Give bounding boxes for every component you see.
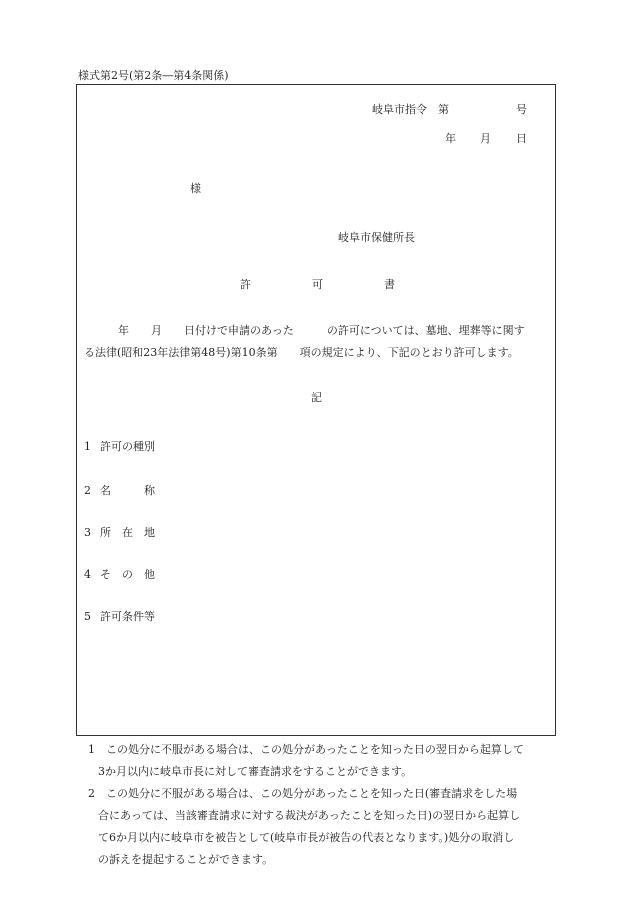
notes: [84, 739, 554, 871]
permit-body: [84, 320, 552, 364]
number-suffix: 号: [516, 103, 527, 116]
date-year: 年: [445, 132, 456, 145]
item-4: [84, 566, 155, 582]
note-line: 合にあっては、当該審査請求に対する裁決があったことを知った日)の翌日から起算し: [98, 809, 521, 822]
date-month: 月: [480, 132, 491, 145]
item-number: 3: [84, 526, 91, 539]
item-1: [84, 438, 155, 454]
note-line: て6か月以内に岐阜市を被告として(岐阜市長が被告の代表となります。)処分の取消し: [98, 831, 515, 844]
note-line: 1 この処分に不服がある場合は、この処分があったことを知った日の翌日から起算して: [88, 743, 524, 756]
issuer: 岐阜市保健所長: [338, 231, 415, 244]
note-line: 2 この処分に不服がある場合は、この処分があったことを知った日(審査請求をした場: [88, 787, 518, 800]
addressee-suffix: 様: [190, 182, 201, 195]
note-number: 1: [88, 743, 95, 756]
item-number: 5: [84, 610, 91, 623]
document-title-char-2: 可: [312, 278, 323, 291]
form-frame: [76, 84, 556, 736]
item-3: [84, 524, 155, 540]
item-label: 許可の種別: [100, 440, 155, 453]
permit-body-line-1: 年 月 日付けで申請のあった の許可については、墓地、埋葬等に関す: [118, 324, 525, 337]
date-day: 日: [516, 132, 527, 145]
document-title-char-1: 許: [240, 278, 251, 291]
document-title-char-3: 書: [384, 278, 395, 291]
note-2: [84, 783, 554, 871]
item-2: [84, 482, 155, 498]
form-id: 様式第2号(第2条―第4条関係): [78, 69, 229, 82]
note-line: の訴えを提起することができます。: [98, 853, 274, 866]
item-number: 2: [84, 484, 91, 497]
item-label: 所 在 地: [100, 526, 155, 539]
item-5: [84, 608, 155, 624]
note-line: 3か月以内に岐阜市長に対して審査請求をすることができます。: [98, 765, 413, 778]
designation-label: 岐阜市指令 第: [372, 103, 449, 116]
item-number: 4: [84, 568, 91, 581]
permit-body-line-2: る法律(昭和23年法律第48号)第10条第 項の規定により、下記のとおり許可します。: [84, 346, 519, 359]
item-label: そ の 他: [100, 568, 155, 581]
item-label: 許可条件等: [100, 610, 155, 623]
note-number: 2: [88, 787, 95, 800]
note-1: [84, 739, 554, 783]
item-label: 名 称: [100, 484, 155, 497]
record-heading: 記: [311, 391, 322, 404]
item-number: 1: [84, 440, 91, 453]
